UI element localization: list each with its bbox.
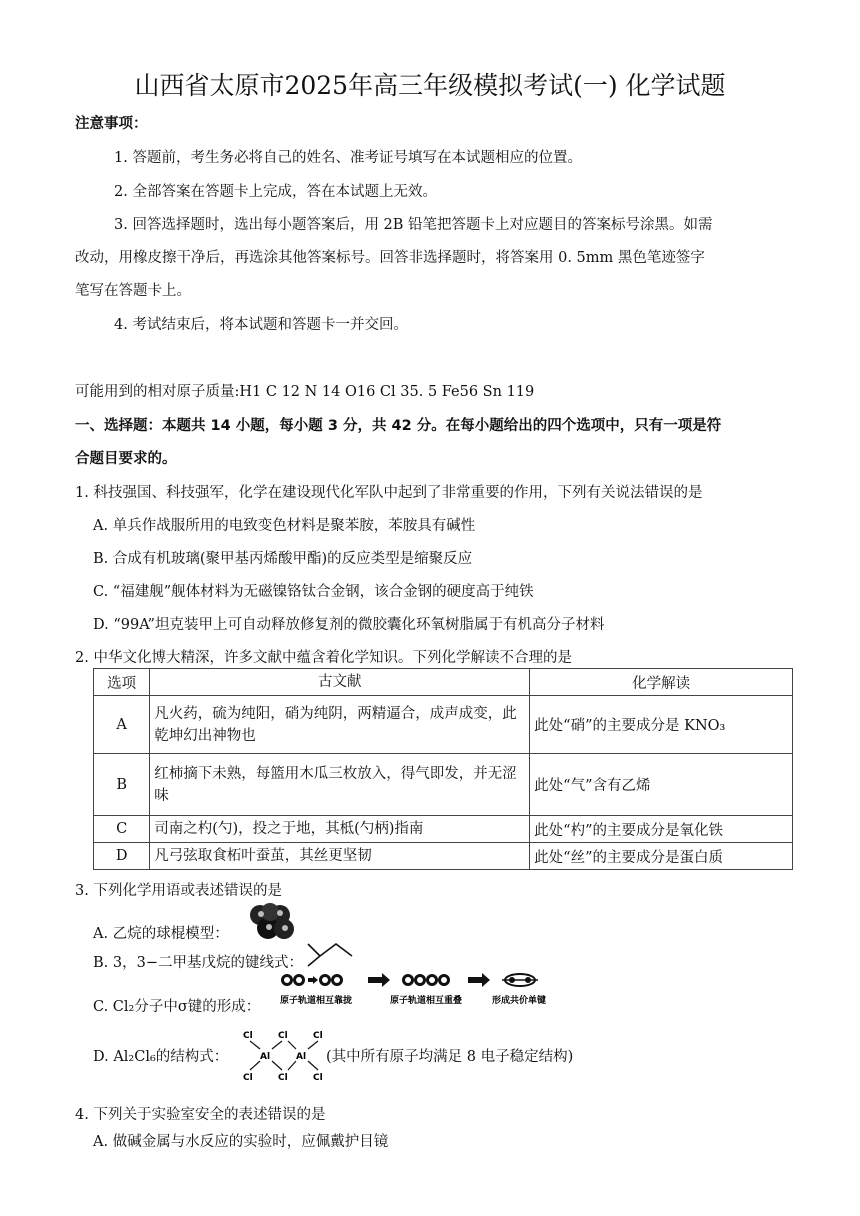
row-text: 凡火药，硫为纯阳，硝为纯阴，两精逼合，成声成变，此乾坤幻出神物也 — [150, 696, 530, 754]
q3-option-a: A. 乙烷的球棍模型： — [93, 926, 229, 942]
q4-option-a: A. 做碱金属与水反应的实验时，应佩戴护目镜 — [93, 1134, 389, 1150]
column-header: 化学解读 — [530, 669, 793, 696]
row-interpretation: 此处“杓”的主要成分是氧化铁 — [530, 816, 793, 843]
notice-item-1: 1. 答题前，考生务必将自己的姓名、准考证号填写在本试题相应的位置。 — [114, 150, 582, 166]
table-row — [94, 816, 793, 843]
notice-heading: 注意事项： — [75, 116, 148, 132]
skeletal-formula — [306, 940, 356, 968]
q2-table — [93, 668, 793, 870]
q4-stem: 4. 下列关于实验室安全的表述错误的是 — [75, 1107, 326, 1123]
q1-stem: 1. 科技强国、科技强军，化学在建设现代化军队中起到了非常重要的作用，下列有关说法错误的是 — [75, 485, 703, 501]
atom-cl: Cl — [313, 1031, 323, 1041]
row-text: 红柿摘下未熟，每篮用木瓜三枚放入，得气即发，并无涩味 — [150, 754, 530, 816]
atom-cl: Cl — [278, 1031, 288, 1041]
atom-al: Al — [296, 1052, 307, 1062]
q1-option-d: D. “99A”坦克装甲上可自动释放修复剂的微胶囊化环氧树脂属于有机高分子材料 — [93, 617, 605, 633]
notice-item-3: 3. 回答选择题时，选出每小题答案后，用 2B 铅笔把答题卡上对应题目的答案标号涂黑。如需 — [114, 217, 713, 233]
row-interpretation: 此处“硝”的主要成分是 KNO₃ — [530, 696, 793, 754]
table-header-row — [94, 669, 793, 696]
q1-option-c: C. “福建舰”舰体材料为无磁镍铬钛合金钢，该合金钢的硬度高于纯铁 — [93, 584, 534, 600]
section1-line1: 一、选择题：本题共 14 小题，每小题 3 分，共 42 分。在每小题给出的四个选项中，只有一项是符 — [75, 418, 722, 434]
orbital-label-3: 形成共价单键 — [492, 996, 547, 1006]
row-interpretation: 此处“气”含有乙烯 — [530, 754, 793, 816]
orbital-label-2: 原子轨道相互重叠 — [390, 996, 463, 1006]
q3-option-d: D. Al₂Cl₆的结构式： — [93, 1049, 229, 1065]
table-row — [94, 696, 793, 754]
row-option: B — [94, 754, 150, 816]
notice-item-4: 4. 考试结束后，将本试题和答题卡一并交回。 — [114, 317, 408, 333]
q3-option-c: C. Cl₂分子中σ键的形成： — [93, 999, 261, 1015]
row-option: D — [94, 843, 150, 870]
q2-stem: 2. 中华文化博大精深，许多文献中蕴含着化学知识。下列化学解读不合理的是 — [75, 650, 572, 666]
q1-option-a: A. 单兵作战服所用的电致变色材料是聚苯胺，苯胺具有碱性 — [93, 518, 476, 534]
sigma-bond-formation-diagram — [278, 970, 547, 1010]
notice-item-3-cont2: 笔写在答题卡上。 — [75, 283, 191, 299]
al2cl6-structure — [238, 1027, 330, 1083]
atom-al: Al — [260, 1052, 271, 1062]
q3-option-b: B. 3，3−二甲基戊烷的键线式： — [93, 955, 303, 971]
section1-line2: 合题目要求的。 — [75, 451, 177, 467]
atom-cl: Cl — [243, 1031, 253, 1041]
table-row — [94, 843, 793, 870]
column-header: 选项 — [94, 669, 150, 696]
row-option: A — [94, 696, 150, 754]
table-row — [94, 754, 793, 816]
row-text: 凡弓弦取食柘叶蚕茧，其丝更坚韧 — [150, 843, 530, 870]
atom-cl: Cl — [313, 1073, 323, 1083]
row-interpretation: 此处“丝”的主要成分是蛋白质 — [530, 843, 793, 870]
ethane-ball-stick-model — [246, 900, 298, 942]
notice-item-3-cont: 改动，用橡皮擦干净后，再选涂其他答案标号。回答非选择题时，将答案用 0. 5mm 黑色笔迹签字 — [75, 250, 705, 266]
q3-stem: 3. 下列化学用语或表述错误的是 — [75, 883, 282, 899]
orbital-label-1: 原子轨道相互靠拢 — [280, 996, 353, 1006]
notice-item-2: 2. 全部答案在答题卡上完成，答在本试题上无效。 — [114, 184, 437, 200]
page-title: 山西省太原市2025年高三年级模拟考试(一) 化学试题 — [134, 71, 726, 100]
column-header: 古文献 — [150, 669, 530, 696]
q3-option-d-note: (其中所有原子均满足 8 电子稳定结构) — [326, 1049, 574, 1065]
row-text: 司南之杓(勺)，投之于地，其柢(勺柄)指南 — [150, 816, 530, 843]
atomic-masses: 可能用到的相对原子质量:H1 C 12 N 14 O16 Cl 35. 5 Fe56 Sn 119 — [75, 384, 535, 400]
row-option: C — [94, 816, 150, 843]
atom-cl: Cl — [278, 1073, 288, 1083]
atom-cl: Cl — [243, 1073, 253, 1083]
q1-option-b: B. 合成有机玻璃(聚甲基丙烯酸甲酯)的反应类型是缩聚反应 — [93, 551, 473, 567]
